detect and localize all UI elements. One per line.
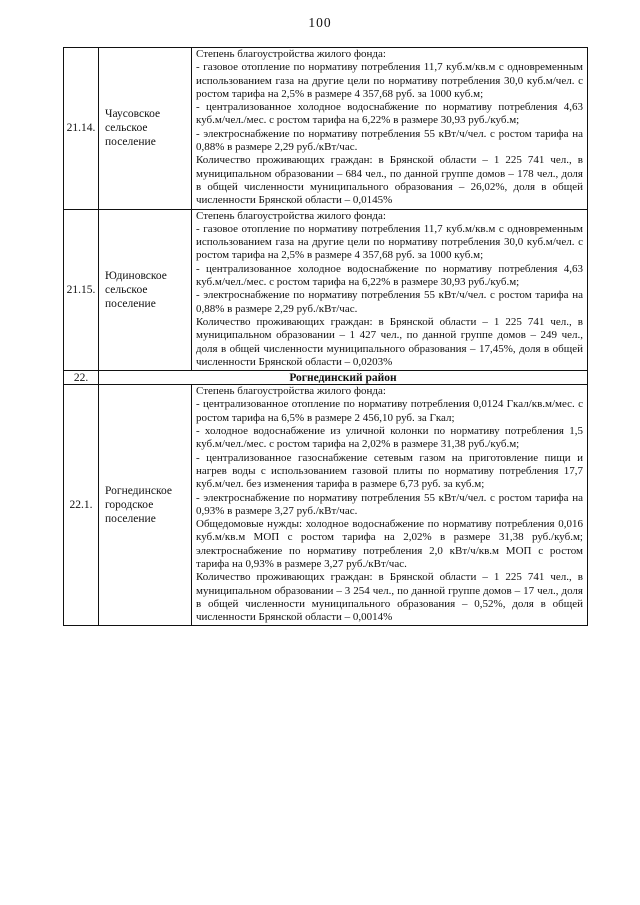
description-paragraph: Количество проживающих граждан: в Брянской области – 1 225 741 чел., в муниципальном образовании – 684 чел., по данной группе домов – 178 чел., доля в общей численности муниципального образования – 26,02%, доля в общей численности Брянской области – 0,0145% <box>196 154 583 207</box>
description-paragraph: Общедомовые нужды: холодное водоснабжение по нормативу потребления 0,016 куб.м/кв.м МОП с ростом тарифа на 2,02% в размере 31,38 руб./куб.м; электроснабжение по нормативу потребления 2,0 кВт/ч/кв.м МОП с ростом тарифа на 0,93% в размере 3,27 руб./кВт/час. <box>196 518 583 570</box>
housing-description <box>192 385 588 626</box>
description-paragraph: - централизованное отопление по нормативу потребления 0,0124 Гкал/кв.м/мес. с ростом тарифа на 6,5% в размере 2 456,10 руб. за Гкал; <box>196 398 583 424</box>
housing-description <box>192 209 588 371</box>
description-paragraph: - газовое отопление по нормативу потребления 11,7 куб.м/кв.м с одновременным использованием газа на другие цели по нормативу потребления 30,0 куб.м/чел. с ростом тарифа на 2,5% в размере 4 357,68 руб. за 1000 куб.м; <box>196 61 583 100</box>
name-line: городское <box>105 499 154 512</box>
description-paragraph: - электроснабжение по нормативу потребления 55 кВт/ч/чел. с ростом тарифа на 0,93% в размере 3,27 руб./кВт/час. <box>196 491 583 517</box>
document-table <box>63 47 588 626</box>
district-number: 22. <box>64 371 99 385</box>
name-line: Чаусовское <box>105 108 161 121</box>
name-line: сельское <box>105 283 148 296</box>
name-line: сельское <box>105 122 148 135</box>
description-paragraph: Количество проживающих граждан: в Брянской области – 1 225 741 чел., в муниципальном образовании – 3 254 чел., по данной группе домов – 17 чел., доля в общей численности муниципального образования – 0,52%, доля в общей численности Брянской области – 0,0014% <box>196 571 583 624</box>
table-row <box>64 48 588 210</box>
name-line: Рогнединское <box>105 485 172 498</box>
row-number: 21.14. <box>64 48 99 210</box>
name-line: поселение <box>105 297 156 310</box>
housing-description <box>192 48 588 210</box>
municipality-name <box>99 209 192 371</box>
description-paragraph: - централизованное газоснабжение сетевым газом на приготовление пищи и нагрев воды с использованием газовой плиты по нормативу потребления 17,7 куб.м/чел. без изменения тарифа в размере 6,73 руб. за куб.м; <box>196 451 583 491</box>
table-row <box>64 209 588 371</box>
description-paragraph: Степень благоустройства жилого фонда: <box>196 209 386 222</box>
name-line: поселение <box>105 513 156 526</box>
district-header-row <box>64 371 588 385</box>
description-paragraph: - газовое отопление по нормативу потребления 11,7 куб.м/кв.м с одновременным использованием газа на другие цели по нормативу потребления 30,0 куб.м/чел. с ростом тарифа на 2,5% в размере 4 357,68 руб. за 1000 куб.м; <box>196 222 583 262</box>
description-paragraph: Степень благоустройства жилого фонда: <box>196 385 386 398</box>
description-paragraph: - централизованное холодное водоснабжение по нормативу потребления 4,63 куб.м/чел./мес. с ростом тарифа на 6,22% в размере 30,93 руб./куб.м; <box>196 262 583 289</box>
page-number: 100 <box>308 15 332 30</box>
description-paragraph: Количество проживающих граждан: в Брянской области – 1 225 741 чел., в муниципальном образовании – 1 427 чел., по данной группе домов – 249 чел., доля в общей численности муниципального образования – 17,45%, доля в общей численности Брянской области – 0,0203% <box>196 315 583 368</box>
description-paragraph: - электроснабжение по нормативу потребления 55 кВт/ч/чел. с ростом тарифа на 0,88% в размере 2,29 руб./кВт/час. <box>196 127 583 154</box>
name-line: Юдиновское <box>105 269 167 282</box>
description-paragraph: Степень благоустройства жилого фонда: <box>196 48 386 60</box>
municipality-name <box>99 385 192 626</box>
district-title: Рогнединский район <box>99 371 588 385</box>
name-line: поселение <box>105 136 156 149</box>
description-paragraph: - централизованное холодное водоснабжение по нормативу потребления 4,63 куб.м/чел./мес. с ростом тарифа на 6,22% в размере 30,93 руб./куб.м; <box>196 101 583 127</box>
table-row <box>64 385 588 626</box>
municipality-name <box>99 48 192 210</box>
row-number: 21.15. <box>64 209 99 371</box>
description-paragraph: - холодное водоснабжение из уличной колонки по нормативу потребления 1,5 куб.м/чел./мес. с ростом тарифа на 2,02% в размере 31,38 руб./куб.м; <box>196 425 583 451</box>
description-paragraph: - электроснабжение по нормативу потребления 55 кВт/ч/чел. с ростом тарифа на 0,88% в размере 2,29 руб./кВт/час. <box>196 289 583 315</box>
row-number: 22.1. <box>64 385 99 626</box>
